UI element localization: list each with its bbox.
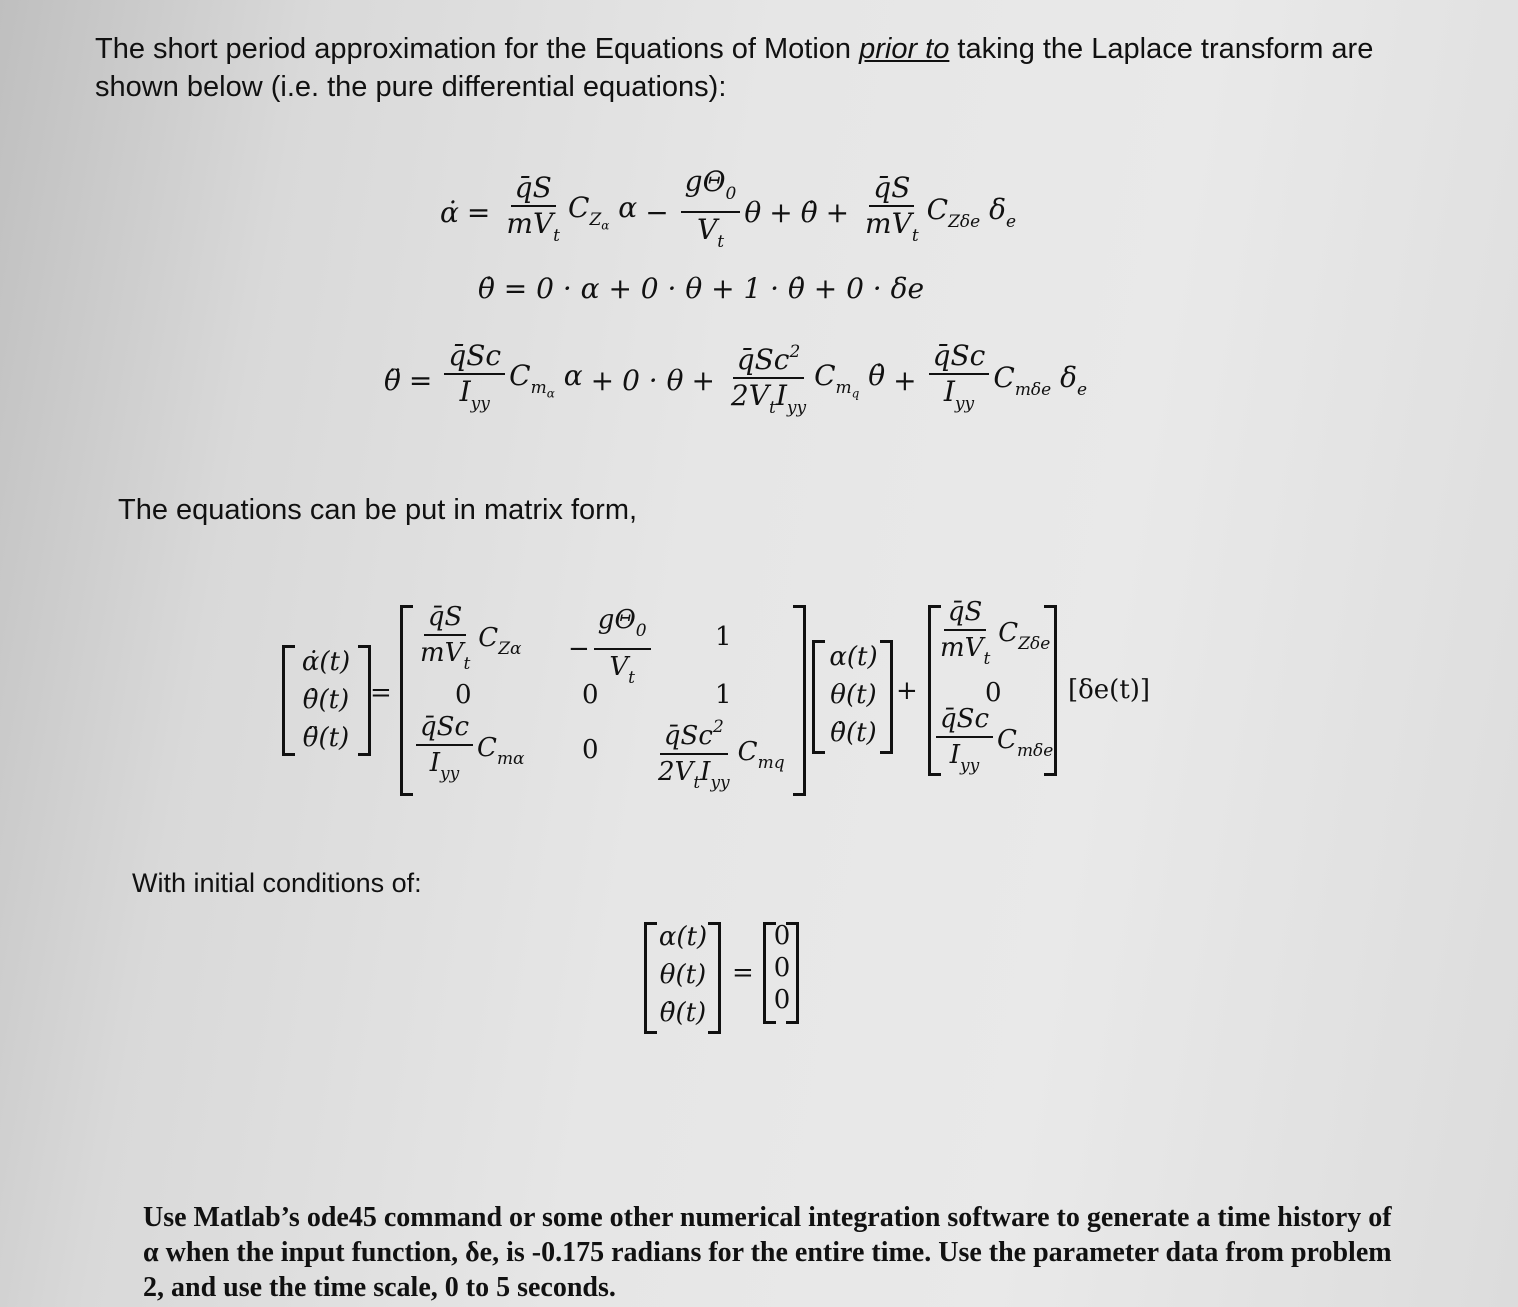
- a11: $\frac{q̄S}{mV_t}$ $C_{Z\alpha}$: [420, 602, 522, 674]
- ic-val-bracket-right: [786, 922, 799, 1024]
- equals-sign: =: [370, 678, 392, 708]
- initial-conditions-label: With initial conditions of:: [132, 868, 422, 898]
- a23: 1: [715, 680, 732, 710]
- x-bracket-right: [880, 640, 893, 754]
- intro-text-1: The short period approximation for the Equations of Motion: [95, 33, 860, 65]
- a12: − $\frac{g\Theta_0}{V_t}$: [568, 603, 655, 695]
- equation-theta-dot: [478, 272, 924, 305]
- ic-bracket-right: [708, 922, 721, 1034]
- input-vector: [δe(t)]: [1068, 675, 1151, 705]
- ic-value: 0: [773, 953, 791, 983]
- task-instructions: Use Matlab’s ode45 command or some other numerical integration software to generate a time history of α when the input function, δe, is -0.175 radians for the entire time. Use the parameter data from problem 2, and use the time scale, 0 to 5 seconds.: [143, 1202, 1392, 1303]
- b3: $\frac{q̄Sc}{I_{yy}}$ $C_{m\delta e}$: [932, 702, 1053, 783]
- state-entry: α(t): [829, 642, 878, 672]
- equation-alpha-dot: α̇ = $\frac{q̄S}{mV_t}$ $C_{Z_\alpha}$ α − $\frac{g\Theta_0}{V_t}$ θ + θ̇ + $\frac{q̄S}{mV_t}$ $C_{Z\delta e}$ $\delta_e$: [440, 165, 1017, 252]
- equation-theta-dot-text: θ̇ = 0 · α + 0 · θ + 1 · θ̇ + 0 · δe: [478, 272, 925, 305]
- intro-underlined: prior to: [859, 33, 950, 65]
- lhs-entry: θ̈(t): [302, 723, 350, 753]
- a22: 0: [582, 680, 599, 710]
- a32: 0: [582, 735, 599, 765]
- matrix-intro: The equations can be put in matrix form,: [118, 494, 638, 526]
- a33: $\frac{q̄Sc^2}{2V_tI_{yy}}$ $C_{mq}$: [650, 710, 785, 800]
- equation-theta-ddot: θ̈ = $\frac{q̄Sc}{I_{yy}}$ $C_{m_\alpha}$ α + 0 · θ + $\frac{q̄Sc^2}{2V_tI_{yy}}$ $C_{m_q}$ θ̇ + $\frac{q̄Sc}{I_{yy}}$ $C_{m\delta e}$ $\delta_e$: [384, 335, 1087, 425]
- plus-sign: +: [896, 676, 918, 706]
- ic-state-entry: α(t): [658, 922, 708, 952]
- b2: 0: [985, 678, 1002, 708]
- a21: 0: [455, 680, 472, 710]
- ic-equals: =: [732, 958, 754, 988]
- ic-value: 0: [773, 921, 791, 951]
- lhs-entry: α̇(t): [301, 647, 351, 677]
- a31: $\frac{q̄Sc}{I_{yy}}$ $C_{m\alpha}$: [412, 710, 525, 791]
- lhs-vector: [286, 643, 366, 757]
- intro-paragraph: [95, 30, 1385, 106]
- lhs-entry: θ̇(t): [302, 685, 350, 715]
- ic-state-entry: θ̇(t): [659, 998, 707, 1028]
- intro-text-2: taking the Laplace transform are shown below (i.e. the pure differential equations):: [95, 33, 1374, 103]
- ic-state-entry: θ(t): [659, 960, 707, 990]
- ic-value: 0: [773, 985, 791, 1015]
- a13: 1: [715, 622, 732, 652]
- b-bracket-right: [1044, 605, 1057, 776]
- a-bracket-right: [793, 605, 806, 796]
- b1: $\frac{q̄S}{mV_t}$ $C_{Z\delta e}$: [940, 597, 1051, 669]
- state-entry: θ(t): [830, 680, 877, 710]
- state-entry: θ̇(t): [830, 718, 877, 748]
